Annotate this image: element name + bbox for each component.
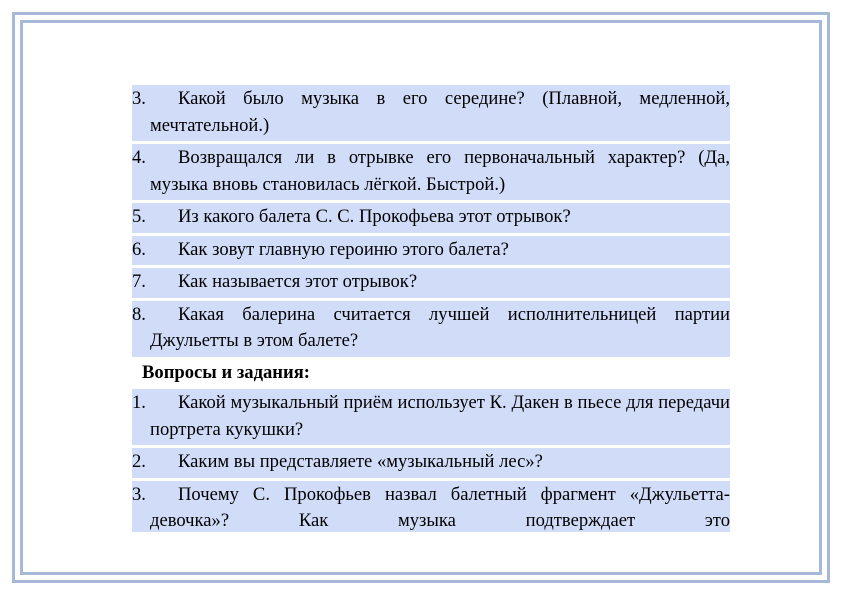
item-number: 8. <box>132 303 146 325</box>
item-text: Как зовут главную героиню этого балета? <box>178 238 509 260</box>
list-item <box>132 301 730 357</box>
list-item <box>132 268 730 298</box>
item-number: 5. <box>132 206 146 227</box>
list-item <box>132 236 730 266</box>
section-heading <box>132 360 730 387</box>
item-text: Какой музыкальный приём использует К. Дакен в пьесе для передачи портрета кукушки? <box>150 392 730 440</box>
list-item <box>132 203 730 233</box>
question-content <box>132 85 730 532</box>
list-item <box>132 448 730 478</box>
section-heading-text: Вопросы и задания: <box>132 360 312 387</box>
item-number: 3. <box>132 483 146 505</box>
item-text: Почему С. Прокофьев назвал балетный фрагмент «Джульетта-девочка»? Как музыка подтверждает это <box>150 483 730 531</box>
item-number: 1. <box>132 392 146 413</box>
item-number: 7. <box>132 271 146 292</box>
item-text: Каким вы представляете «музыкальный лес»? <box>178 451 543 472</box>
item-text: Какая балерина считается лучшей исполнительницей партии Джульетты в этом балете? <box>150 303 730 351</box>
item-number: 2. <box>132 451 146 472</box>
item-number: 3. <box>132 88 146 109</box>
list-item <box>132 389 730 445</box>
item-text: Возвращался ли в отрывке его первоначальный характер? (Да, музыка вновь становилась лёгкой. Быстрой.) <box>150 147 730 195</box>
item-number: 4. <box>132 147 146 168</box>
list-item <box>132 481 730 532</box>
item-text: Какой было музыка в его середине? (Плавной, медленной, мечтательной.) <box>150 88 730 136</box>
list-item <box>132 144 730 200</box>
list-item <box>132 85 730 141</box>
item-text: Как называется этот отрывок? <box>178 271 418 292</box>
item-number: 6. <box>132 238 146 260</box>
item-text: Из какого балета С. С. Прокофьева этот отрывок? <box>178 206 571 227</box>
